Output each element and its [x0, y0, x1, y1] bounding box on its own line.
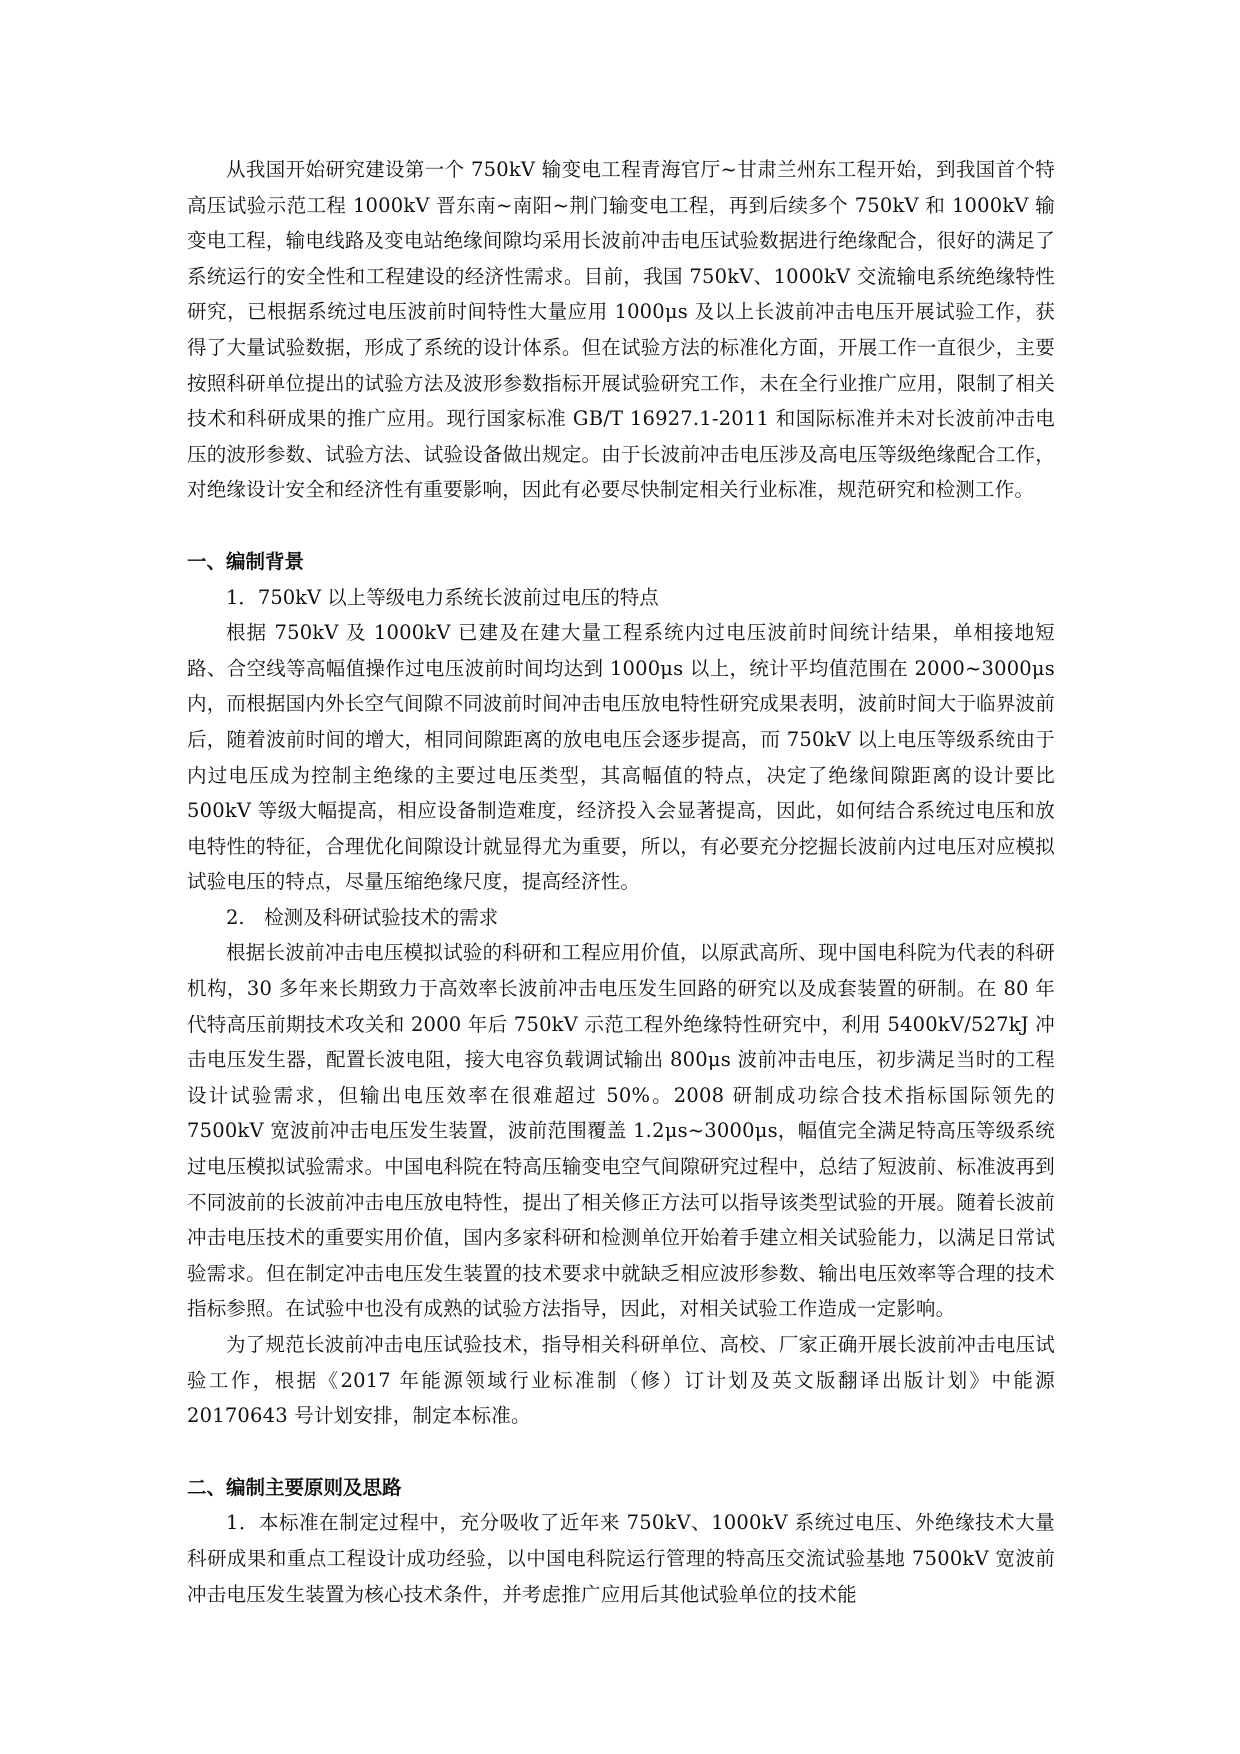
section-2-heading: 二、编制主要原则及思路 — [187, 1475, 402, 1499]
intro-paragraph: 从我国开始研究建设第一个 750kV 输变电工程青海官厅~甘肃兰州东工程开始，到我国首个特高压试验示范工程 1000kV 晋东南~南阳~荆门输变电工程，再到后续多个 750kV 和 1000kV 输变电工程，输电线路及变电站绝缘间隙均采用长波前冲击电压试验数据进行绝缘配合，很好的满足了系统运行的安全性和工程建设的经济性需求。目前，我国 750kV、1000kV 交流输电系统绝缘特性研究，已根据系统过电压波前时间特性大量应用 1000μs 及以上长波前冲击电压开展试验工作，获得了大量试验数据，形成了系统的设计体系。但在试验方法的标准化方面，开展工作一直很少，主要按照科研单位提出的试验方法及波形参数指标开展试验研究工作，未在全行业推广应用，限制了相关技术和科研成果的推广应用。现行国家标准 GB/T 16927.1-2011 和国际标准并未对长波前冲击电压的波形参数、试验方法、试验设备做出规定。由于长波前冲击电压涉及高电压等级绝缘配合工作，对绝缘设计安全和经济性有重要影响，因此有必要尽快制定相关行业标准，规范研究和检测工作。 — [187, 158, 1055, 502]
section-2-paragraph-1: 1．本标准在制定过程中，充分吸收了近年来 750kV、1000kV 系统过电压、外绝缘技术大量科研成果和重点工程设计成功经验，以中国电科院运行管理的特高压交流试验基地 7500kV 宽波前冲击电压发生装置为核心技术条件，并考虑推广应用后其他试验单位的技术能 — [187, 1511, 1055, 1606]
section-1-paragraph-2: 根据长波前冲击电压模拟试验的科研和工程应用价值，以原武高所、现中国电科院为代表的科研机构，30 多年来长期致力于高效率长波前冲击电压发生回路的研究以及成套装置的研制。在 80 年代特高压前期技术攻关和 2000 年后 750kV 示范工程外绝缘特性研究中，利用 5400kV/527kJ 冲击电压发生器，配置长波电阻，接大电容负载调试输出 800μs 波前冲击电压，初步满足当时的工程设计试验需求，但输出电压效率在很难超过 50%。2008 研制成功综合技术指标国际领先的 7500kV 宽波前冲击电压发生装置，波前范围覆盖 1.2μs~3000μs，幅值完全满足特高压等级系统过电压模拟试验需求。中国电科院在特高压输变电空气间隙研究过程中，总结了短波前、标准波再到不同波前的长波前冲击电压放电特性，提出了相关修正方法可以指导该类型试验的开展。随着长波前冲击电压技术的重要实用价值，国内多家科研和检测单位开始着手建立相关试验能力，以满足日常试验需求。但在制定冲击电压发生装置的技术要求中就缺乏相应波形参数、输出电压效率等合理的技术指标参照。在试验中也没有成熟的试验方法指导，因此，对相关试验工作造成一定影响。 — [187, 941, 1055, 1321]
section-1-heading: 一、编制背景 — [187, 549, 305, 573]
section-1-paragraph-3: 为了规范长波前冲击电压试验技术，指导相关科研单位、高校、厂家正确开展长波前冲击电压试验工作，根据《2017 年能源领域行业标准制（修）订计划及英文版翻译出版计划》中能源 20170643 号计划安排，制定本标准。 — [187, 1333, 1055, 1428]
section-1-subheading-1: 1．750kV 以上等级电力系统长波前过电压的特点 — [226, 585, 659, 609]
section-1-paragraph-1: 根据 750kV 及 1000kV 已建及在建大量工程系统内过电压波前时间统计结果，单相接地短路、合空线等高幅值操作过电压波前时间均达到 1000μs 以上，统计平均值范围在 2000~3000μs 内，而根据国内外长空气间隙不同波前时间冲击电压放电特性研究成果表明，波前时间大于临界波前后，随着波前时间的增大，相同间隙距离的放电电压会逐步提高，而 750kV 以上电压等级系统由于内过电压成为控制主绝缘的主要过电压类型，其高幅值的特点，决定了绝缘间隙距离的设计要比 500kV 等级大幅提高，相应设备制造难度，经济投入会显著提高，因此，如何结合系统过电压和放电特性的特征，合理优化间隙设计就显得尤为重要，所以，有必要充分挖掘长波前内过电压对应模拟试验电压的特点，尽量压缩绝缘尺度，提高经济性。 — [187, 621, 1055, 894]
document-page — [187, 152, 1055, 1612]
section-spacer — [187, 1434, 1055, 1470]
section-spacer — [187, 508, 1055, 544]
section-1-subheading-2: 2. 检测及科研试验技术的需求 — [226, 905, 499, 929]
